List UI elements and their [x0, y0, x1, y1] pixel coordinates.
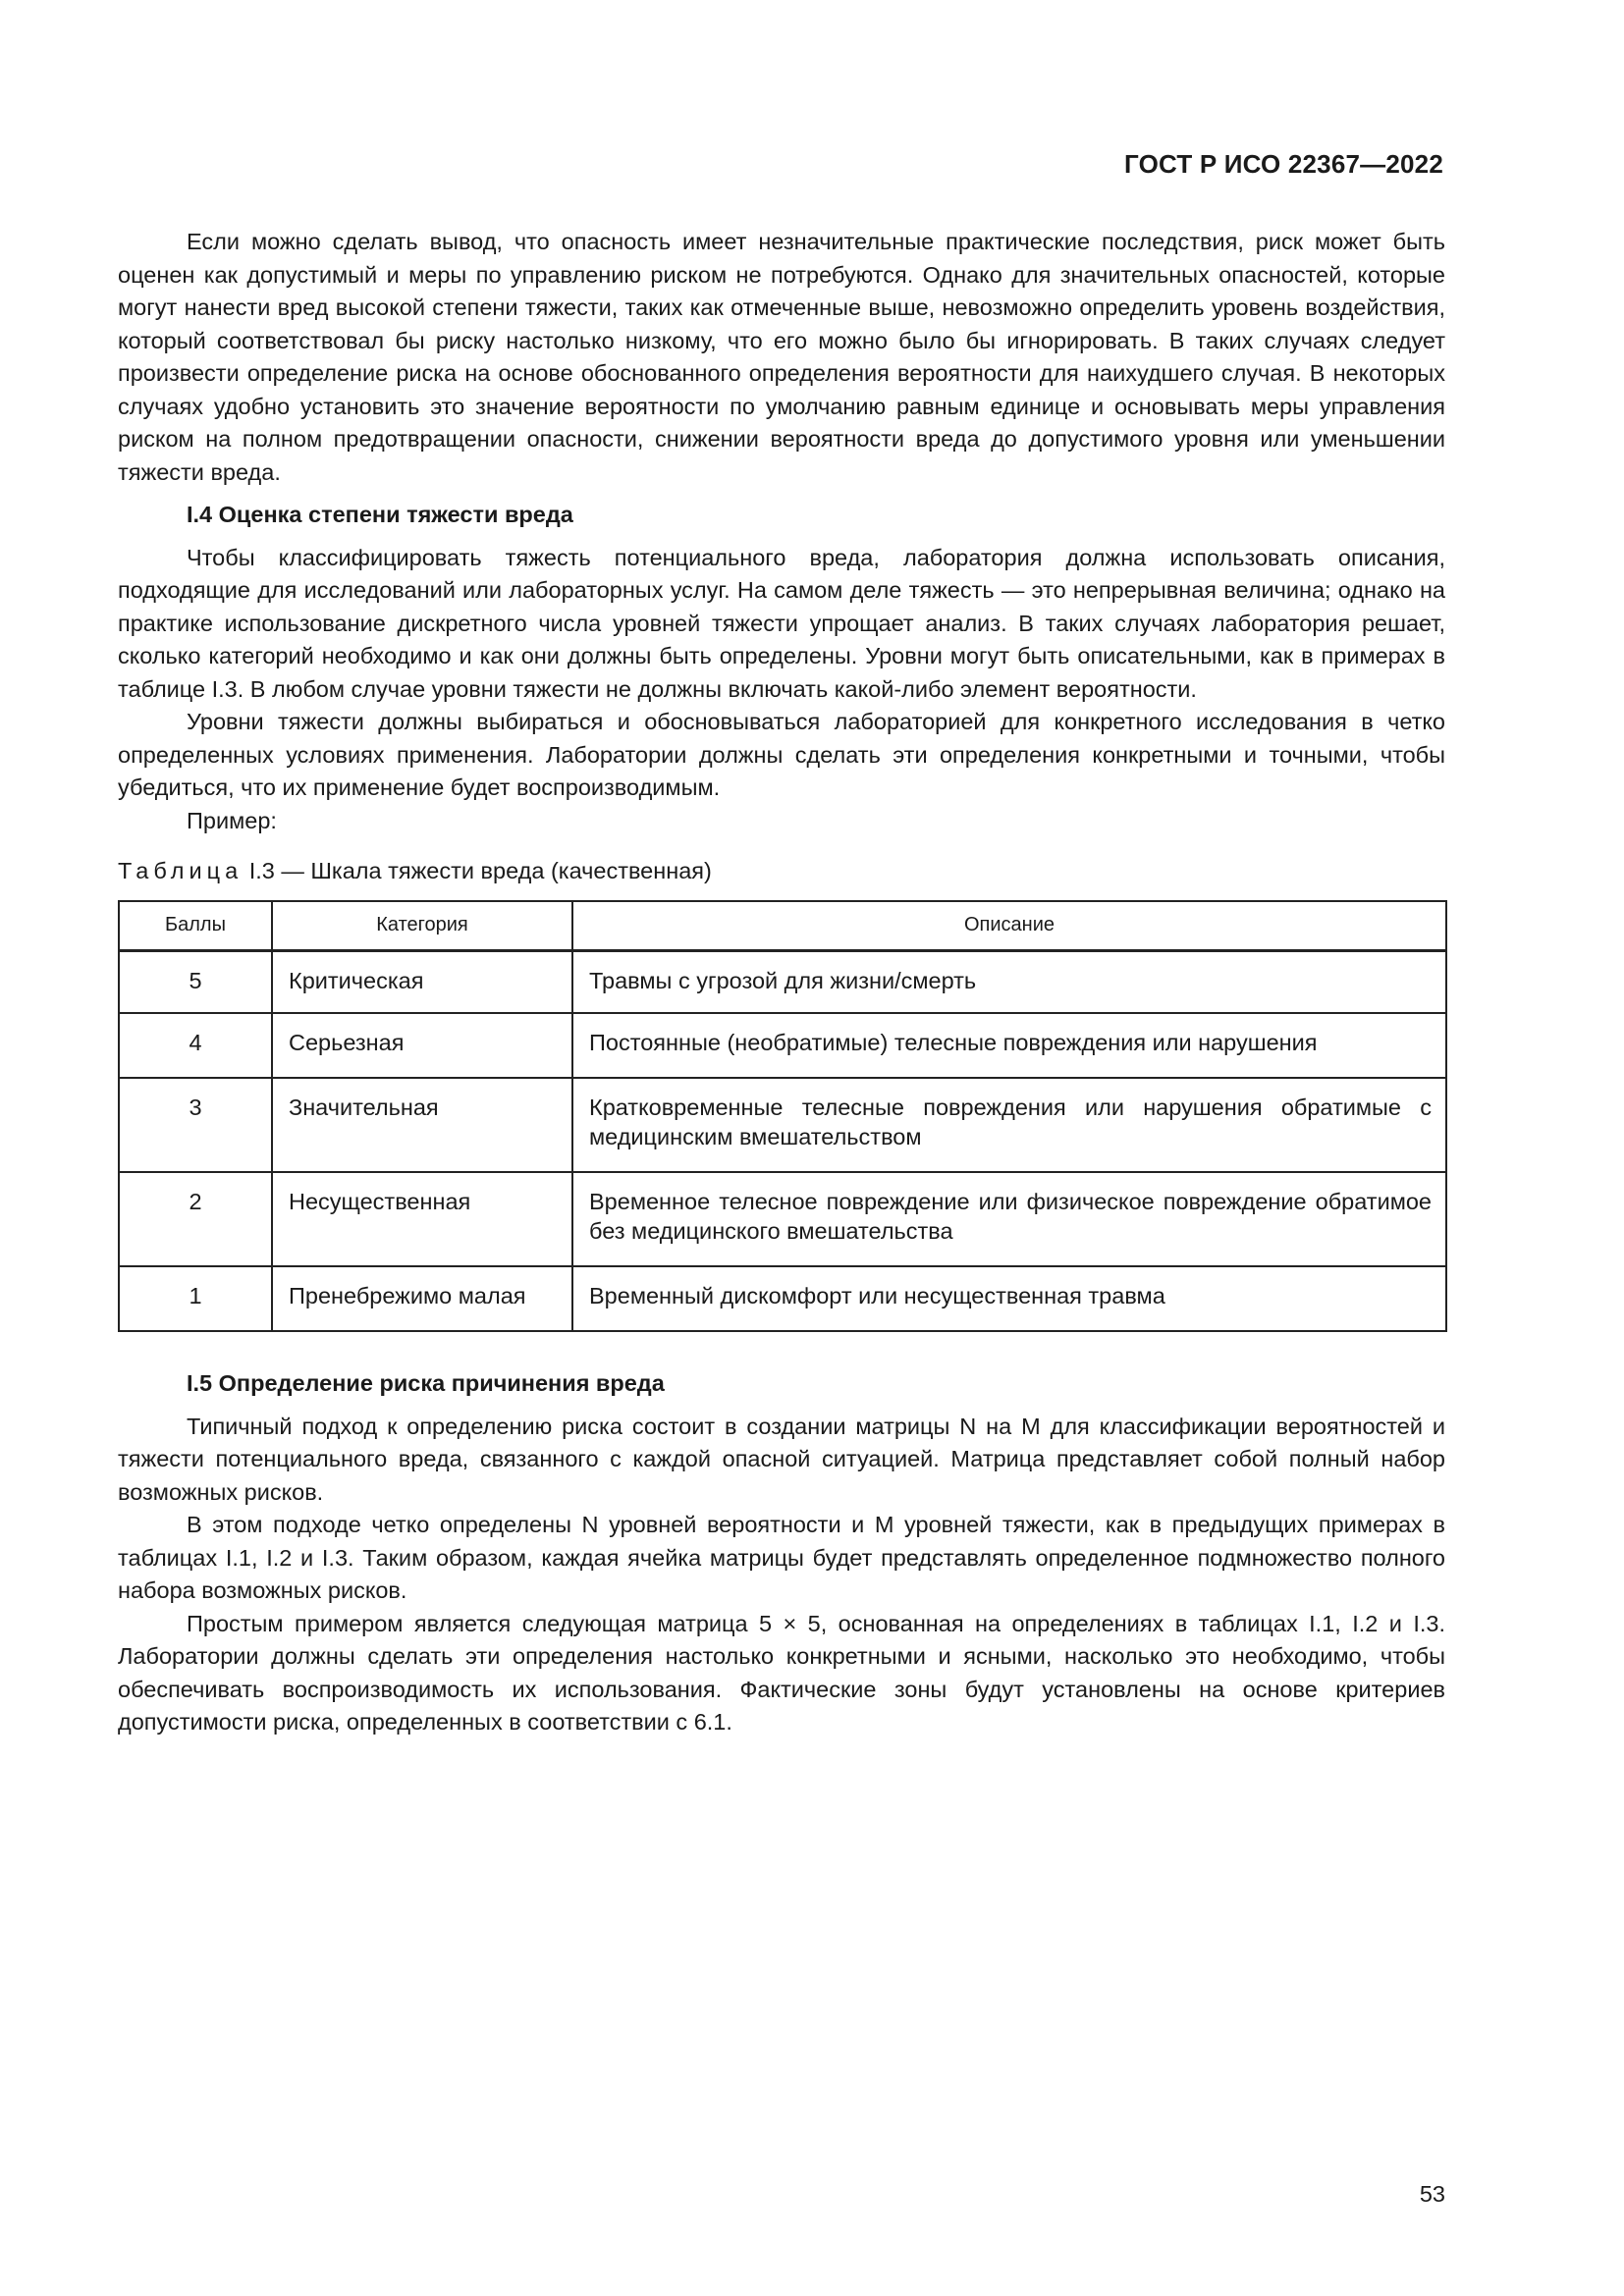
cell-score: 5: [119, 950, 272, 1013]
section-i5-paragraph-1: Типичный подход к определению риска состоит в создании матрицы N на M для классификации вероятностей и тяжести потенциального вреда, связанного с каждой опасной ситуацией. Матрица представляет собой полный набор возможных рисков.: [118, 1413, 1445, 1505]
section-i4-paragraph-2: Уровни тяжести должны выбираться и обосновываться лабораторией для конкретного исследования в четко определенных условиях применения. Лаборатории должны сделать эти определения конкретными и точными, чтобы убедиться, что их применение будет воспроизводимым.: [118, 709, 1445, 800]
cell-score: 4: [119, 1013, 272, 1078]
cell-category: Пренебрежимо малая: [272, 1266, 572, 1331]
section-i4-paragraph-1: Чтобы классифицировать тяжесть потенциального вреда, лаборатория должна использовать описания, подходящие для исследований или лабораторных услуг. На самом деле тяжесть — это непрерывная величина; однако на практике использование дискретного числа уровней тяжести упрощает анализ. В таких случаях лаборатория решает, сколько категорий необходимо и как они должны быть определены. Уровни могут быть описательными, как в примерах в таблице I.3. В любом случае уровни тяжести не должны включать какой-либо элемент вероятности.: [118, 544, 1445, 702]
header-score: Баллы: [119, 901, 272, 951]
cell-description: Травмы с угрозой для жизни/смерть: [572, 950, 1446, 1013]
table-caption: [118, 855, 1445, 888]
cell-category: Серьезная: [272, 1013, 572, 1078]
cell-score: 2: [119, 1172, 272, 1266]
page-number: 53: [1419, 2181, 1445, 2207]
cell-category: Критическая: [272, 950, 572, 1013]
header-description: Описание: [572, 901, 1446, 951]
table-header-row: [119, 901, 1446, 951]
section-i5-paragraph-3: Простым примером является следующая матрица 5 × 5, основанная на определениях в таблицах I.1, I.2 и I.3. Лаборатории должны сделать эти определения настолько конкретными и ясными, насколько это необходимо, чтобы обеспечивать воспроизводимость их использования. Фактические зоны будут установлены на основе критериев допустимости риска, определенных в соответствии с 6.1.: [118, 1610, 1445, 1735]
section-heading-i4: I.4 Оценка степени тяжести вреда: [187, 502, 573, 527]
table-caption-word: Таблица: [118, 858, 244, 883]
cell-description: Временный дискомфорт или несущественная травма: [572, 1266, 1446, 1331]
section-i5-paragraph-2: В этом подходе четко определены N уровней вероятности и M уровней тяжести, как в предыдущих примерах в таблицах I.1, I.2 и I.3. Таким образом, каждая ячейка матрицы будет представлять определенное подмножество полного набора возможных рисков.: [118, 1512, 1445, 1603]
spacer: [118, 1332, 1445, 1358]
header-category: Категория: [272, 901, 572, 951]
cell-category: Значительная: [272, 1078, 572, 1172]
cell-description: Постоянные (необратимые) телесные повреждения или нарушения: [572, 1013, 1446, 1078]
table-row: [119, 1078, 1446, 1172]
cell-description: Временное телесное повреждение или физическое повреждение обратимое без медицинского вмешательства: [572, 1172, 1446, 1266]
section-i4-example-label: Пример:: [187, 807, 277, 833]
cell-score: 3: [119, 1078, 272, 1172]
cell-category: Несущественная: [272, 1172, 572, 1266]
table-row: [119, 1172, 1446, 1266]
table-row: [119, 1266, 1446, 1331]
section-heading-i5: I.5 Определение риска причинения вреда: [187, 1370, 665, 1396]
severity-scale-table: [118, 900, 1447, 1333]
page-content: [118, 226, 1445, 1739]
cell-description: Кратковременные телесные повреждения или нарушения обратимые с медицинским вмешательством: [572, 1078, 1446, 1172]
table-caption-text: I.3 — Шкала тяжести вреда (качественная): [248, 858, 712, 883]
table-row: [119, 1013, 1446, 1078]
document-header: ГОСТ Р ИСО 22367—2022: [1123, 149, 1443, 179]
intro-paragraph: Если можно сделать вывод, что опасность имеет незначительные практические последствия, риск может быть оценен как допустимый и меры по управлению риском не потребуются. Однако для значительных опасностей, которые могут нанести вред высокой степени тяжести, таких как отмеченные выше, невозможно определить уровень воздействия, который соответствовал бы риску настолько низкому, что его можно было бы игнорировать. В таких случаях следует произвести определение риска на основе обоснованного определения вероятности для наихудшего случая. В некоторых случаях удобно установить это значение вероятности по умолчанию равным единице и основывать меры управления риском на полном предотвращении опасности, снижении вероятности вреда до допустимого уровня или уменьшении тяжести вреда.: [118, 229, 1445, 485]
table-row: [119, 950, 1446, 1013]
cell-score: 1: [119, 1266, 272, 1331]
